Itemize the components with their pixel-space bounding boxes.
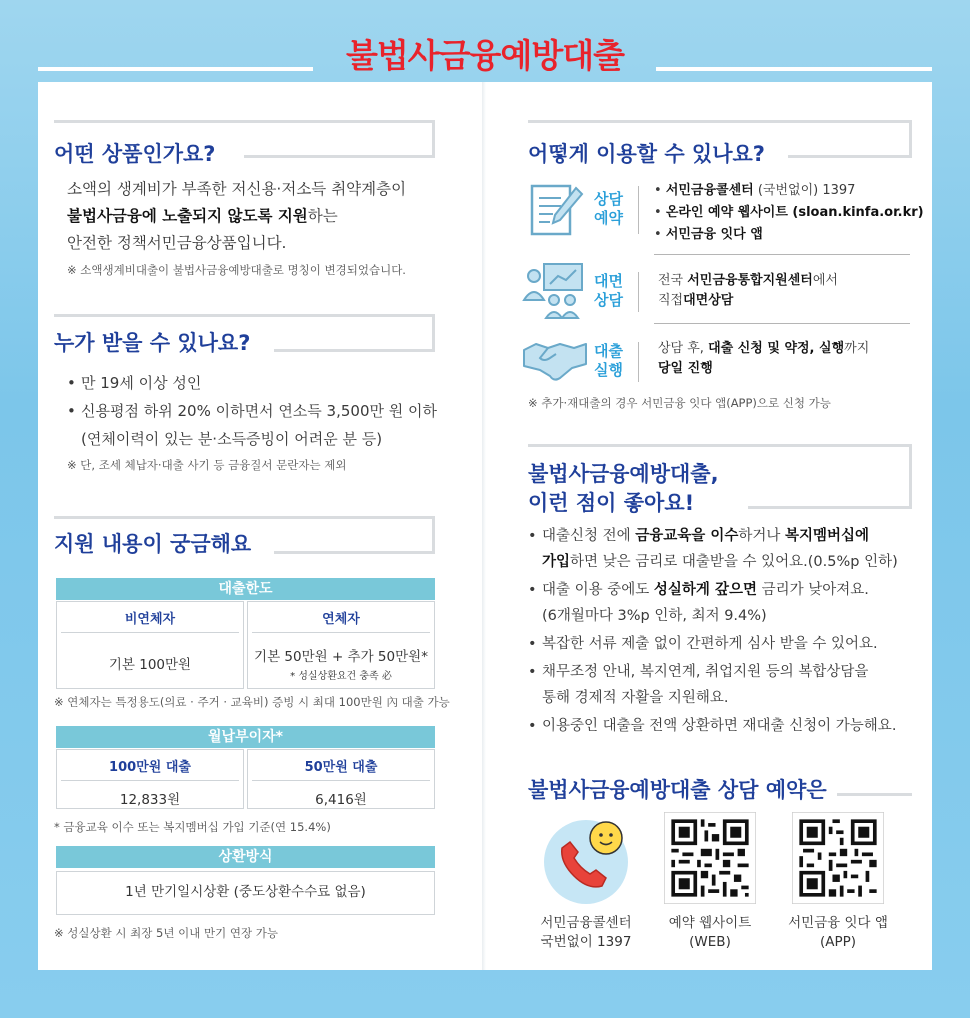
web-caption: 예약 웹사이트 (WEB) — [668, 915, 752, 950]
loan-limit-bar: 대출한도 — [56, 578, 435, 600]
row2-label: 대면 상담 — [594, 272, 623, 309]
benefit-bullet-2-cont: (6개월마다 3%p 인하, 최저 9.4%) — [542, 608, 767, 624]
reloan-note: ※ 추가·재대출의 경우 서민금융 잇다 앱(APP)으로 신청 가능 — [528, 396, 831, 410]
eligibility-bullet-2: • 신용평점 하위 20% 이하면서 연소득 3,500만 원 이하 — [67, 402, 437, 420]
benefit-bullet-5: • 이용중인 대출을 전액 상환하면 재대출 신청이 가능해요. — [528, 718, 897, 734]
row1-label: 상담 예약 — [594, 190, 623, 227]
eligibility-bullet-2-cont: (연체이력이 있는 분·소득증빙이 어려운 분 등) — [81, 430, 383, 448]
handshake-icon — [522, 334, 588, 384]
rename-note: ※ 소액생계비대출이 불법사금융예방대출로 명칭이 변경되었습니다. — [67, 263, 406, 277]
left-panel — [38, 82, 482, 970]
row1-divider — [638, 186, 639, 234]
section-heading: 불법사금융예방대출, 이런 점이 좋아요! — [528, 460, 729, 518]
section-heading: 어떻게 이용할 수 있나요? — [528, 140, 775, 168]
benefit-bullet-3: • 복잡한 서류 제출 없이 간편하게 심사 받을 수 있어요. — [528, 636, 878, 652]
interest-50-cell: 50만원 대출 6,416원 — [247, 749, 435, 809]
exclusion-note: ※ 단, 조세 체납자·대출 사기 등 금융질서 문란자는 제외 — [67, 458, 347, 472]
row2-divider — [638, 272, 639, 312]
repayment-bar: 상환방식 — [56, 846, 435, 868]
benefit-bullet-4-cont: 통해 경제적 자활을 지원해요. — [542, 690, 729, 706]
row1-line-3: • 서민금융 잇다 앱 — [654, 227, 763, 242]
delinquent-cell: 연체자 기본 50만원 + 추가 50만원* * 성실상환요건 충족 必 — [247, 601, 435, 689]
benefit-bullet-1: • 대출신청 전에 금융교육을 이수하거나 복지멤버십에 — [528, 528, 870, 544]
row2-line-1: 전국 서민금융통합지원센터에서 — [658, 273, 838, 288]
row1-line-1: • 서민금융콜센터 (국번없이) 1397 — [654, 183, 856, 198]
delinquent-note: ※ 연체자는 특정용도(의료 · 주거 · 교육비) 증빙 시 최대 100만원 內 대출 가능 — [54, 695, 450, 709]
row3-divider — [638, 342, 639, 382]
section-heading: 불법사금융예방대출 상담 예약은 — [528, 776, 837, 804]
section-heading: 누가 받을 수 있나요? — [54, 329, 260, 357]
interest-note: * 금융교육 이수 또는 복지멤버십 가입 기준(연 15.4%) — [54, 820, 331, 834]
row2-line-2: 직접대면상담 — [658, 293, 734, 308]
web-qr-code[interactable] — [664, 812, 756, 904]
row3-line-2: 당일 진행 — [658, 361, 713, 376]
eligibility-bullet-1: • 만 19세 이상 성인 — [67, 374, 202, 392]
row-divider-1 — [654, 254, 910, 255]
right-panel — [486, 82, 932, 970]
benefit-bullet-2: • 대출 이용 중에도 성실하게 갚으면 금리가 낮아져요. — [528, 582, 869, 598]
interest-100-cell: 100만원 대출 12,833원 — [56, 749, 244, 809]
non-delinquent-cell: 비연체자 기본 100만원 — [56, 601, 244, 689]
benefit-bullet-1-cont: 가입하면 낮은 금리로 대출받을 수 있어요.(0.5%p 인하) — [542, 554, 898, 570]
row1-line-2: • 온라인 예약 웹사이트 (sloan.kinfa.or.kr) — [654, 205, 924, 220]
row3-line-1: 상담 후, 대출 신청 및 약정, 실행까지 — [658, 341, 870, 356]
callcenter-caption: 서민금융콜센터 국번없이 1397 — [540, 915, 632, 950]
monthly-interest-bar: 월납부이자* — [56, 726, 435, 748]
page-title: 불법사금융예방대출 — [346, 36, 624, 75]
repayment-note: ※ 성실상환 시 최장 5년 이내 만기 연장 가능 — [54, 926, 278, 940]
section-heading: 어떤 상품인가요? — [54, 140, 226, 168]
description-line-1: 소액의 생계비가 부족한 저신용·저소득 취약계층이 — [67, 180, 407, 198]
repayment-cell: 1년 만기일시상환 (중도상환수수료 없음) — [56, 871, 435, 915]
presentation-people-icon — [522, 260, 588, 320]
benefit-bullet-4: • 채무조정 안내, 복지연계, 취업지원 등의 복합상담을 — [528, 664, 869, 680]
row-divider-2 — [654, 323, 910, 324]
row3-label: 대출 실행 — [594, 342, 623, 379]
phone-call-icon — [540, 814, 632, 906]
section-heading: 지원 내용이 궁금해요 — [54, 530, 261, 558]
description-line-2: 불법사금융에 노출되지 않도록 지원하는 — [67, 207, 338, 225]
description-line-3: 안전한 정책서민금융상품입니다. — [67, 234, 287, 252]
app-qr-code[interactable] — [792, 812, 884, 904]
app-caption: 서민금융 잇다 앱 (APP) — [788, 915, 888, 950]
document-pen-icon — [528, 178, 586, 240]
